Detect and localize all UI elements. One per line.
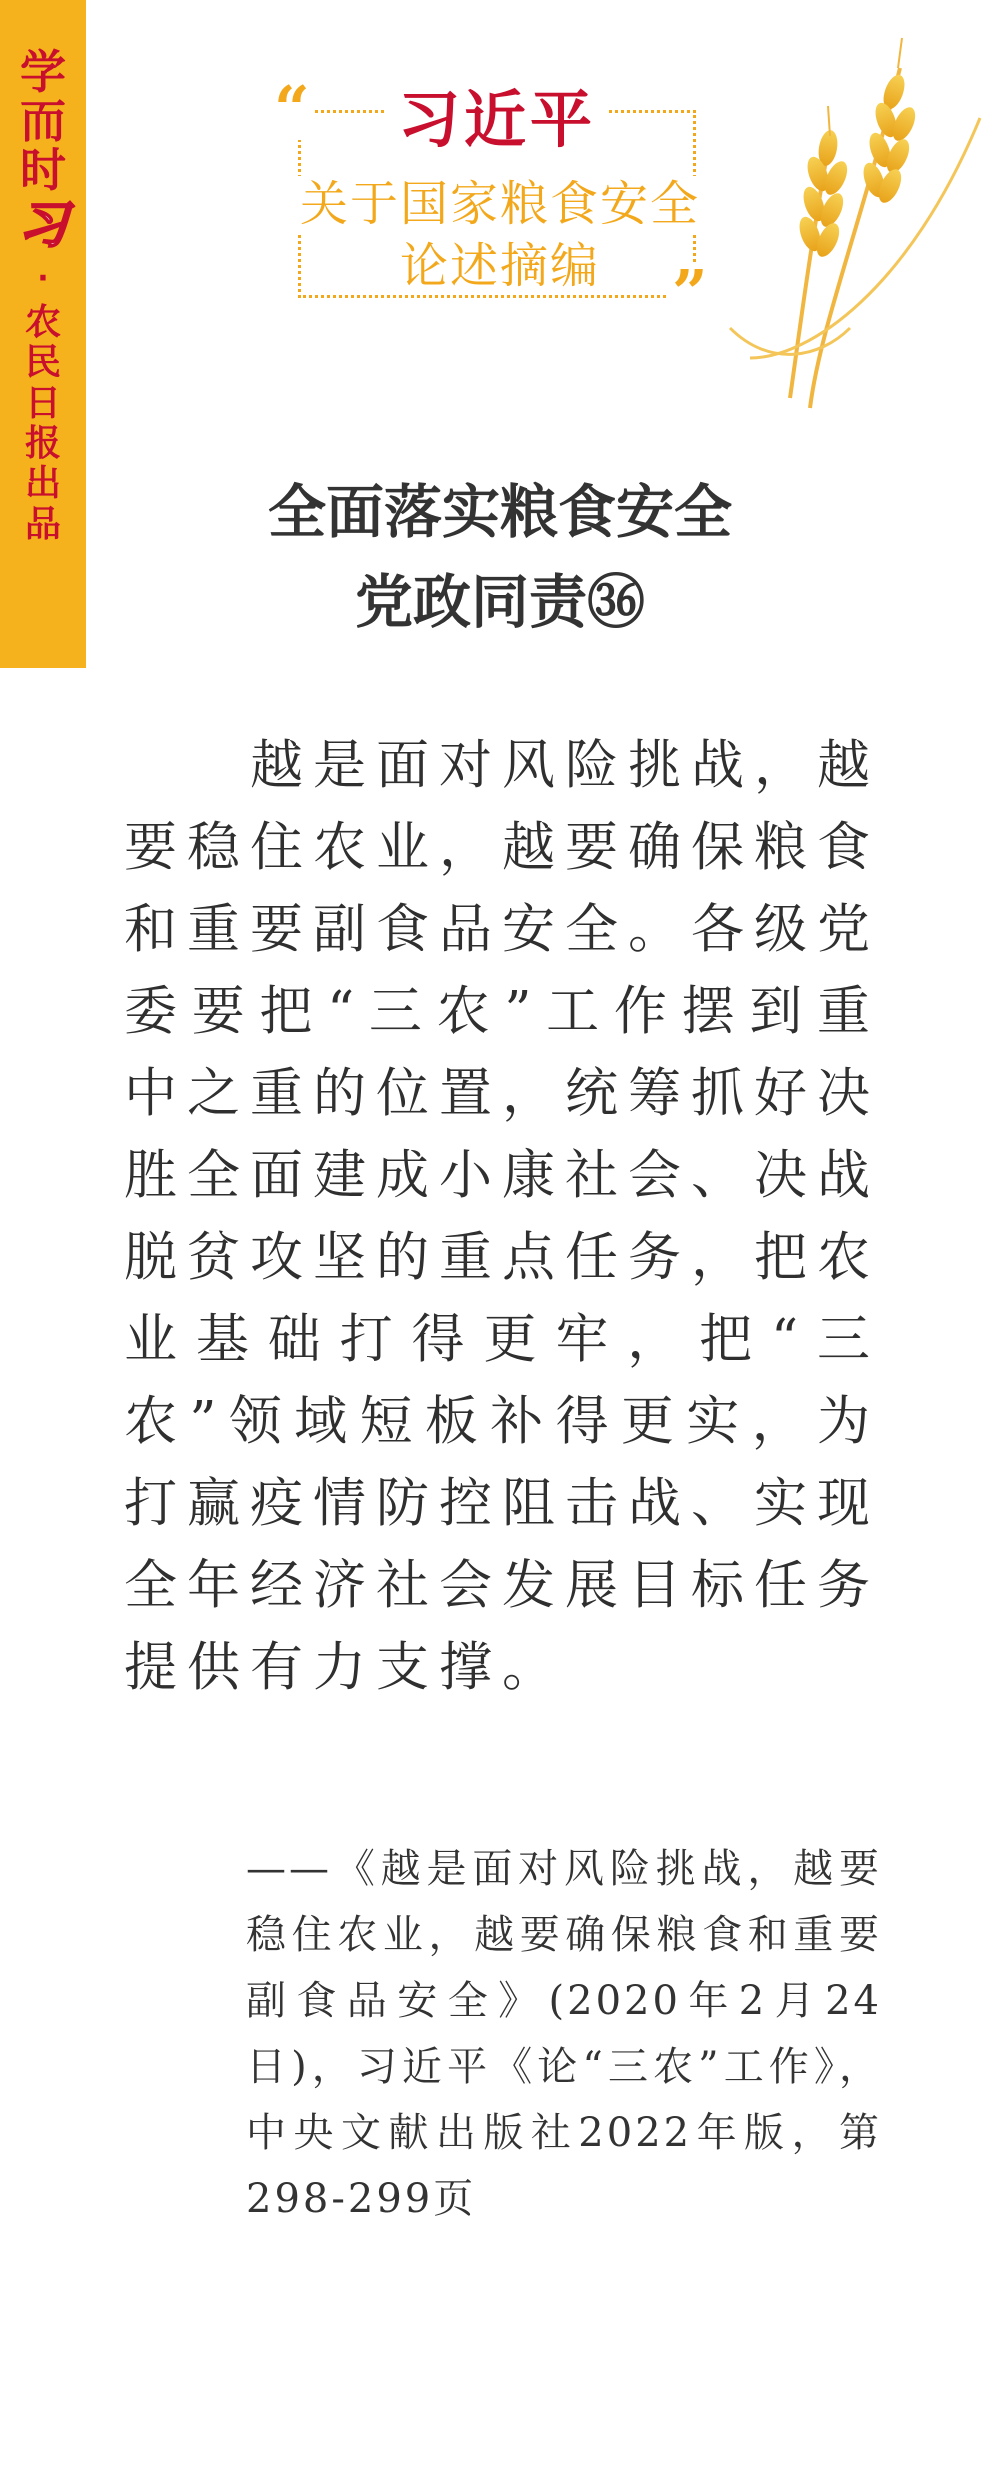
badge-char: 时: [20, 142, 66, 197]
wheat-illustration: [690, 28, 990, 428]
badge-char: 日: [24, 382, 61, 424]
badge-char: 民: [24, 342, 61, 384]
badge-char: 农: [24, 302, 61, 344]
header-subtitle-line1-text: 关于国家粮食安全: [292, 176, 708, 232]
badge-xi-glyph: 习: [18, 195, 68, 255]
header-subtitle-line1: [240, 176, 760, 234]
badge-char: 出: [24, 463, 61, 505]
badge-char: 品: [24, 503, 61, 545]
header-name: [298, 83, 696, 156]
body-paragraph: 越是面对风险挑战，越要稳住农业，越要确保粮食和重要副食品安全。各级党委要把“三农”工作摆到重中之重的位置，统筹抓好决胜全面建成小康社会、决战脱贫攻坚的重点任务，把农业基础打得更牢，把“三农”领域短板补得更实，为打赢疫情防控阻击战、实现全年经济社会发展目标任务提供有力支撑。: [124, 735, 880, 1698]
header-name-text: 习近平: [386, 83, 608, 156]
article-title-line2: 党政同责㊱: [354, 568, 645, 636]
badge-separator: ·: [37, 261, 49, 297]
close-quote-mark: ”: [668, 262, 712, 324]
header-subtitle-line2-text: 论述摘编: [392, 238, 608, 294]
badge-char: 学: [20, 45, 66, 99]
badge-char: 而: [20, 93, 66, 148]
citation-source: ——《越是面对风险挑战，越要稳住农业，越要确保粮食和重要副食品安全》(2020年2月24日)，习近平《论“三农”工作》，中央文献出版社2022年版，第298-299页: [246, 1846, 882, 2222]
open-quote-mark: “: [270, 78, 314, 140]
header-subtitle-line2: [240, 238, 760, 296]
badge-char: 报: [24, 422, 61, 464]
article-title-line1: 全面落实粮食安全: [267, 478, 732, 546]
